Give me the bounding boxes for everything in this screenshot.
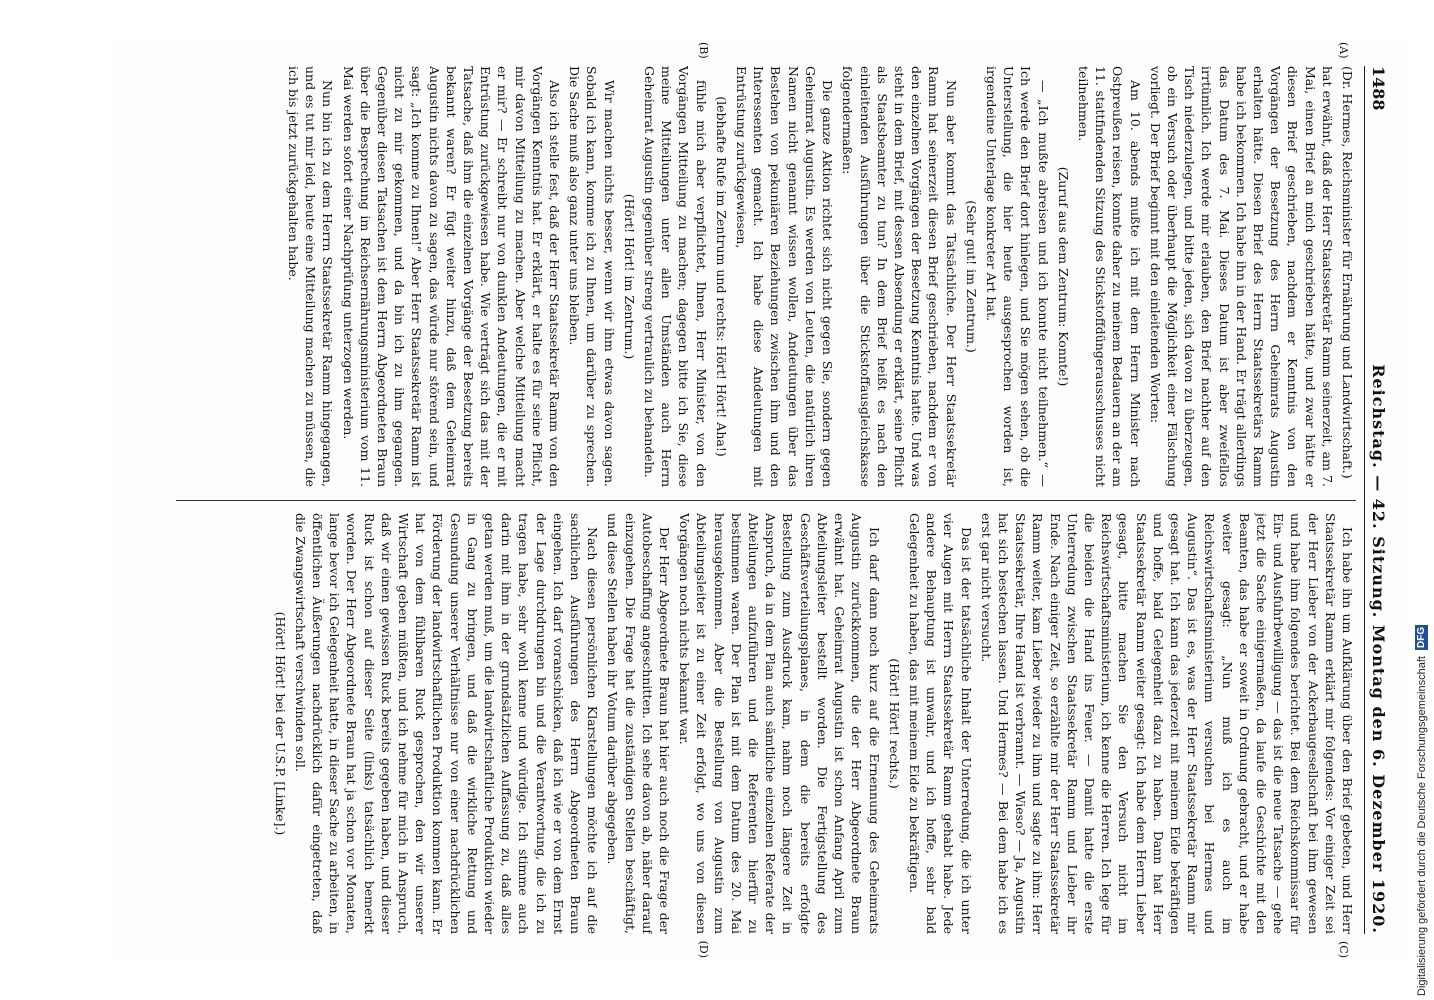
interjection: (Sehr gut! im Zentrum.) xyxy=(963,200,979,353)
quote-paragraph: Die ganze Aktion richtet sich nicht gegen Sie, sondern gegen Geheimrat Augustin. Es werden von Leuten, die natürlich ihren Namen nicht genannt wissen wollen, Andeutungen über das Bestehen von pekuniären Beziehungen zwischen ihm und den Interessenten gemacht. Ich habe diese Andeutungen mit Entrüstung zurückgewiesen, xyxy=(734,66,836,487)
paragraph: Der Herr Abgeordnete Braun hat hier auch noch die Frage der Autobeschaffung angeschnitten. Ich sehe davon ab, näher darauf einzugehen. Die Frage hat die zuständigen Stellen beschäftigt, und diese Stellen haben ihr Votum darüber abgegeben. xyxy=(605,513,673,934)
paragraph: Ich darf dann noch kurz auf die Ernennung des Geheimrats Augustin zurückkommen, die der Herr Abgeordnete Braun erwähnt hat. Geheimrat Augustin ist schon Anfang April zum Abteilungsleiter bestellt worden. Die Fertigstellung des Geschäftsverteilungsplanes, in dem die bereits erfolgte Bestellung zum Ausdruck kam, nahm noch längere Zeit in Anspruch, da in dem Plan auch sämtliche einzelnen Referate der Abteilungen aufzuführen und die Referenten hierfür zu bestimmen waren. Der Plan ist mit dem Datum des 20. Mai herausgekommen. Aber die Bestellung von Augustin zum Abteilungsleiter ist zu einer Zeit erfolgt, wo uns von diesen Vorgängen noch nichts bekannt war. xyxy=(677,513,882,934)
digitization-note xyxy=(1415,16,1428,996)
quote-paragraph: Am 10. abends mußte ich mit dem Herrn Minister nach Ostpreußen reisen, konnte daher zu meinem Bedauern an der am 11. stattfindenden Sitzung des Stickstoffdüngerausschusses nicht teilnehmen. xyxy=(1075,66,1143,487)
margin-marker-b: (B) xyxy=(697,42,710,59)
column-divider xyxy=(176,500,1356,501)
dfg-logo: DFG xyxy=(1416,626,1427,649)
page-header xyxy=(1364,66,1388,934)
margin-marker-c: (C) xyxy=(1337,941,1350,958)
paragraph: Das ist der tatsächliche Inhalt der Unterredung, die ich unter vier Augen mit Herrn Staatssekretär Ramm gehabt habe. Jede andere Behauptung ist unwahr, und ich hoffe, sehr bald Gelegenheit zu haben, das mit meinem Eide zu bekräftigen. xyxy=(906,513,974,934)
paragraph: — „Ich mußte abreisen und ich konnte nicht teilnehmen.“ — Ich werde den Brief dort hinlegen, und Sie mögen sehen, ob die Unterstellung, die hier heute ausgesprochen worden ist, irgendeine Unterlage konkreter Art hat. xyxy=(983,66,1051,487)
interjection: (Zuruf aus dem Zentrum: Konnte!) xyxy=(1055,166,1071,387)
page-number: 1488 xyxy=(1369,66,1388,111)
paragraph: (Dr. Hermes, Reichsminister für Ernährung und Landwirtschaft.) xyxy=(1340,66,1355,479)
paragraph: Nach diesen persönlichen Klarstellungen möchte ich auf die sachlichen Ausführungen des Herrn Abgeordneten Braun eingehen. Ich darf voranschicken, daß ich wie er von dem Ernst der Lage durchdrungen bin und die Verantwortung, die ich zu tragen habe, sehr wohl kenne und würdige. Ich stimme auch darin mit ihm in der grundsätzlichen Auffassung zu, daß alles getan werden muß, um die landwirtschaftliche Produktion wieder in Gang zu bringen, und daß die wirkliche Rettung und Gesundung unserer Verhältnisse nur von einer nachdrücklichen Förderung der landwirtschaftlichen Produktion kommen kann. Er hat von dem fühlbaren Ruck gesprochen, den wir unserer Wirtschaft geben müßten, und ich nehme für mich in Anspruch, daß wir einen gewissen Ruck bereits gegeben haben, und dieser Ruck ist schon auf dieser Seite (links) tatsächlich bemerkt worden. Der Herr Abgeordnete Braun hat ja schon vor Monaten, lange bevor ich Gelegenheit hatte, in dieser Sache zu arbeiten, in öffentlichen Äußerungen nachdrücklich dafür eingetreten, daß die Zwangswirtschaft verschwinden soll. xyxy=(292,513,601,934)
interjection: (Hört! Hört! bei der U.S.P. [Linke].) xyxy=(272,611,288,836)
quote-paragraph: Wir machen nichts besser, wenn wir ihm etwas davon sagen. Sobald ich kann, komme ich zu Ihnen, um darüber zu sprechen. Die Sache muß also ganz unter uns bleiben. xyxy=(567,66,617,487)
interjection: (Hört! Hört! rechts.) xyxy=(886,658,902,789)
quote-paragraph: fühle mich aber verpflichtet, Ihnen, Herr Minister, von den Vorgängen Mitteilung zu machen; dagegen bitte ich Sie, diese meine Mitteilungen unter allen Umständen auch Herrn Geheimrat Augustin gegenüber streng vertraulich zu behandeln. xyxy=(642,66,709,487)
paragraph: hat erwähnt, daß der Herr Staatssekretär Ramm seinerzeit, am 7. Mai, einen Brief an mich geschrieben hätte, und zwar hätte er diesen Brief geschrieben, nachdem er Kenntnis von den Vorgängen der Besetzung des Herrn Geheimrats Augustin erhalten hätte. Diesen Brief des Herrn Staatssekretärs Ramm habe ich bekommen. Ich habe ihn in der Hand. Er trägt allerdings das Datum des 7. Mai. Dieses Datum ist aber zweifellos irrtümlich. Ich werde mir erlauben, den Brief nachher auf den Tisch niederzulegen, und bitte jeden, sich davon zu überzeugen, ob ein Versuch oder überhaupt die Möglichkeit einer Fälschung vorliegt. Der Brief beginnt mit den einleitenden Worten: xyxy=(1147,66,1335,487)
document-page xyxy=(110,40,1410,960)
paragraph: Ich habe ihn um Aufklärung über den Brief gebeten, und Herr Staatssekretär Ramm erklärt mir folgendes: Vor einiger Zeit sei der Herr Lieber von der Ackerbaugesellschaft bei ihm gewesen und habe ihm folgendes berichtet. Bei dem Reichskommissar für Ein- und Ausfuhrbewilligung — das ist die neue Tatsache — gehe jetzt die Sache einigermaßen, da laufe die Geschichte mit den Beamten, das habe er soweit in Ordnung gebracht, und er habe weiter gesagt: „Nun muß ich es auch im Reichswirtschaftsministerium versuchen bei Hermes und Augustin“. Das ist es, was der Herr Staatssekretär Ramm mir gesagt hat. Ich kann das jederzeit mit meinem Eide bekräftigen und hoffe, bald Gelegenheit dazu zu haben. Dann hat Herr Staatssekretär Ramm weiter gesagt: Ich habe dem Herrn Lieber gesagt, bitte machen Sie den Versuch nicht im Reichswirtschaftsministerium, ich kenne die Herren. Ich lege für die beiden die Hand ins Feuer. — Damit hatte die erste Unterredung zwischen Staatssekretär Ramm und Lieber ihr Ende. Nach einiger Zeit, so erzählte mir der Herr Staatssekretär Ramm weiter, kam Lieber wieder zu ihm und sagte zu ihm: Herr Staatssekretär, Ihre Hand ist verbrannt. — Wieso? — Ja, Augustin hat sich bestechen lassen. Und Hermes? — Bei dem habe ich es erst gar nicht versucht. xyxy=(978,513,1355,934)
text-columns xyxy=(176,66,1356,934)
paragraph: Also ich stelle fest, daß der Herr Staatssekretär Ramm von den Vorgängen Kenntnis hat. Er erklärt, er halte es für seine Pflicht, mir davon Mitteilung zu machen. Aber welche Mitteilung macht er mir? — Er schreibt nur von dunklen Andeutungen, die er mit Entrüstung zurückgewiesen habe. Wie verträgt sich das mit der Tatsache, daß ihm die einzelnen Vorgänge der Besetzung bereits bekannt waren? Er fügt weiter hinzu, daß dem Geheimrat Augustin nichts davon zu sagen, das würde nur störend sein, und sagt: „Ich komme zu Ihnen!“ Aber Herr Staatssekretär Ramm ist nicht zu mir gekommen, und da bin ich zu ihm gegangen. Gegenüber diesen Tatsachen ist dem Herrn Abgeordneten Braun über die Besprechung im Reichsernährungsministerium vom 11. Mai werden sofort einer Nachprüfung unterzogen werden. xyxy=(340,66,563,487)
paragraph: Nun aber kommt das Tatsächliche. Der Herr Staatssekretär Ramm hat seinerzeit diesen Brief geschrieben, nachdem er von den einzelnen Vorgängen der Besetzung Kenntnis hatte. Und was steht in dem Brief, mit dessen Absendung er erklärt, seine Pflicht als Staatsbeamter zu tun? In dem Brief heißt es nach den einleitenden Ausführungen über die Stickstoffausgleichskasse folgendermaßen: xyxy=(840,66,959,487)
left-column xyxy=(176,66,1356,487)
right-column xyxy=(176,513,1356,934)
paragraph: Nun bin ich zu dem Herrn Staatssekretär Ramm hingegangen, und es tut mir leid, heute eine Mitteilung machen zu müssen, die ich bis jetzt zurückgehalten habe. xyxy=(286,66,336,487)
margin-marker-d: (D) xyxy=(697,940,710,958)
page-title: Reichstag. — 42. Sitzung. Montag den 6. Dezember 1920. xyxy=(1369,364,1388,934)
interjection: (lebhafte Rufe im Zentrum und rechts: Hört! Hört! Aha!) xyxy=(713,96,729,457)
margin-marker-a: (A) xyxy=(1337,42,1350,59)
interjection: (Hört! Hört! im Zentrum.) xyxy=(621,193,637,360)
funding-note-text: Digitalisierung gefördert durch die Deutsche Forschungsgemeinschaft xyxy=(1416,656,1428,996)
